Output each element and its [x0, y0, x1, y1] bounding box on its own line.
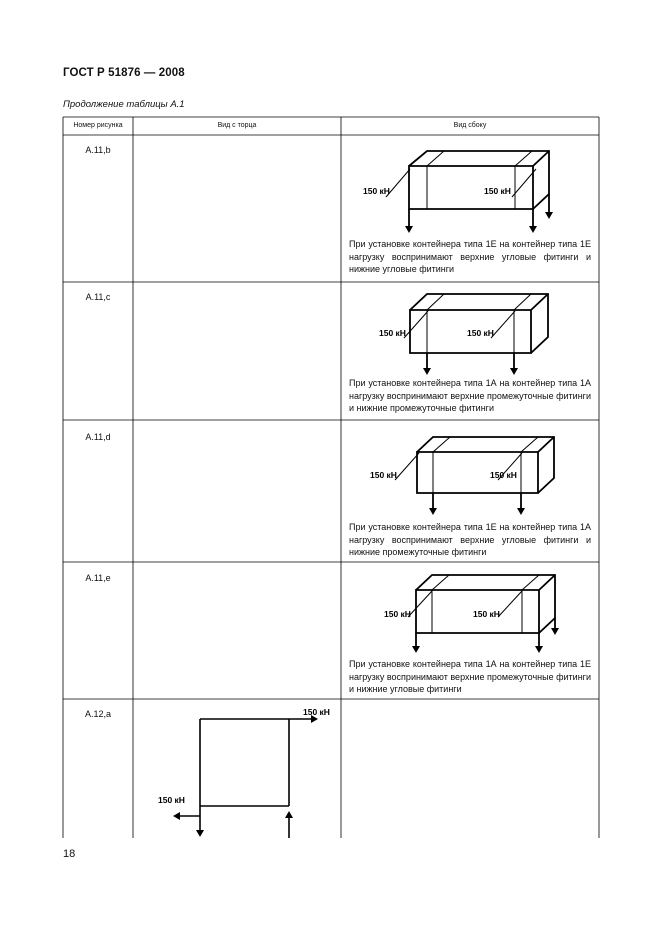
column-header-side-view: Вид сбоку — [453, 122, 487, 129]
load-label-right-a11d: 150 кН — [490, 470, 517, 480]
load-label-right-a11b: 150 кН — [484, 186, 511, 196]
load-label-left-a11c: 150 кН — [379, 328, 406, 338]
figure-id-a11e: А.11,e — [85, 573, 111, 583]
page-number: 18 — [63, 848, 76, 860]
column-header-figure-number: Номер рисунка — [73, 122, 123, 129]
column-header-end-view: Вид с торца — [217, 122, 257, 129]
load-label-left-a11d: 150 кН — [370, 470, 397, 480]
load-label-right-a11c: 150 кН — [467, 328, 494, 338]
caption-a11e: При установке контейнера типа 1А на контейнер типа 1Е нагрузку воспринимают верхние промежуточные фитинги и нижние угловые фитинги — [349, 659, 591, 694]
figure-id-a11c: А.11,c — [85, 292, 111, 302]
document-title: ГОСТ Р 51876 — 2008 — [63, 67, 185, 79]
caption-a11b: При установке контейнера типа 1Е на контейнер типа 1Е нагрузку воспринимают верхние угловые фитинги и нижние угловые фитинги — [349, 239, 591, 274]
caption-a11d: При установке контейнера типа 1Е на контейнер типа 1А нагрузку воспринимают верхние угловые фитинги и нижние промежуточные фитинги — [349, 522, 591, 557]
caption-a11c: При установке контейнера типа 1А на контейнер типа 1А нагрузку воспринимают верхние промежуточные фитинги и нижние промежуточные фитинги — [349, 378, 591, 413]
load-label-right-a11e: 150 кН — [473, 609, 500, 619]
load-label-left-a11e: 150 кН — [384, 609, 411, 619]
figure-id-a12a: А.12,a — [84, 709, 112, 719]
load-label-top-a12a: 150 кН — [303, 707, 330, 717]
figure-id-a11d: А.11,d — [85, 432, 111, 442]
load-label-left-a12a: 150 кН — [158, 795, 185, 805]
table-continuation-label: Продолжение таблицы А.1 — [63, 99, 185, 110]
figure-id-a11b: А.11,b — [85, 145, 111, 155]
load-label-left-a11b: 150 кН — [363, 186, 390, 196]
